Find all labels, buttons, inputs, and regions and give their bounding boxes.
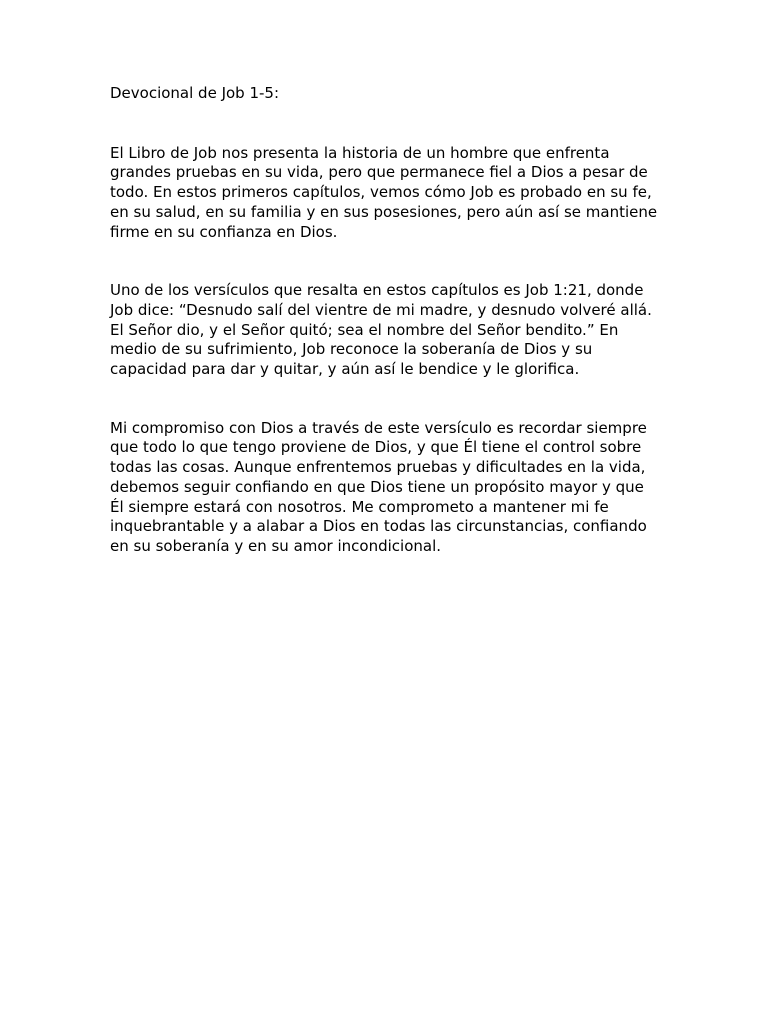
paragraph-intro: El Libro de Job nos presenta la historia de un hombre que enfrenta grandes pruebas en su vida, pero que permanece fiel a Dios a pesar de todo. En estos primeros capítulos, vemos cómo Job es probado en su fe, en su salud, en su familia y en sus posesiones, pero aún así se mantiene firme en su confianza en Dios. [110, 143, 658, 241]
paragraph-commitment: Mi compromiso con Dios a través de este versículo es recordar siempre que todo lo que tengo proviene de Dios, y que Él tiene el control sobre todas las cosas. Aunque enfrentemos pruebas y dificultades en la vida, debemos seguir confiando en que Dios tiene un propósito mayor y que Él siempre estará con nosotros. Me comprometo a mantener mi fe inquebrantable y a alabar a Dios en todas las circunstancias, confiando en su soberanía y en su amor incondicional. [110, 418, 647, 555]
document-body [110, 84, 658, 596]
paragraph-verse: Uno de los versículos que resalta en estos capítulos es Job 1:21, donde Job dice: “Desnudo salí del vientre de mi madre, y desnudo volveré allá. El Señor dio, y el Señor quitó; sea el nombre del Señor bendito.” En medio de su sufrimiento, Job reconoce la soberanía de Dios y su capacidad para dar y quitar, y aún así le bendice y le glorifica. [110, 281, 652, 379]
document-title: Devocional de Job 1-5: [110, 84, 280, 102]
